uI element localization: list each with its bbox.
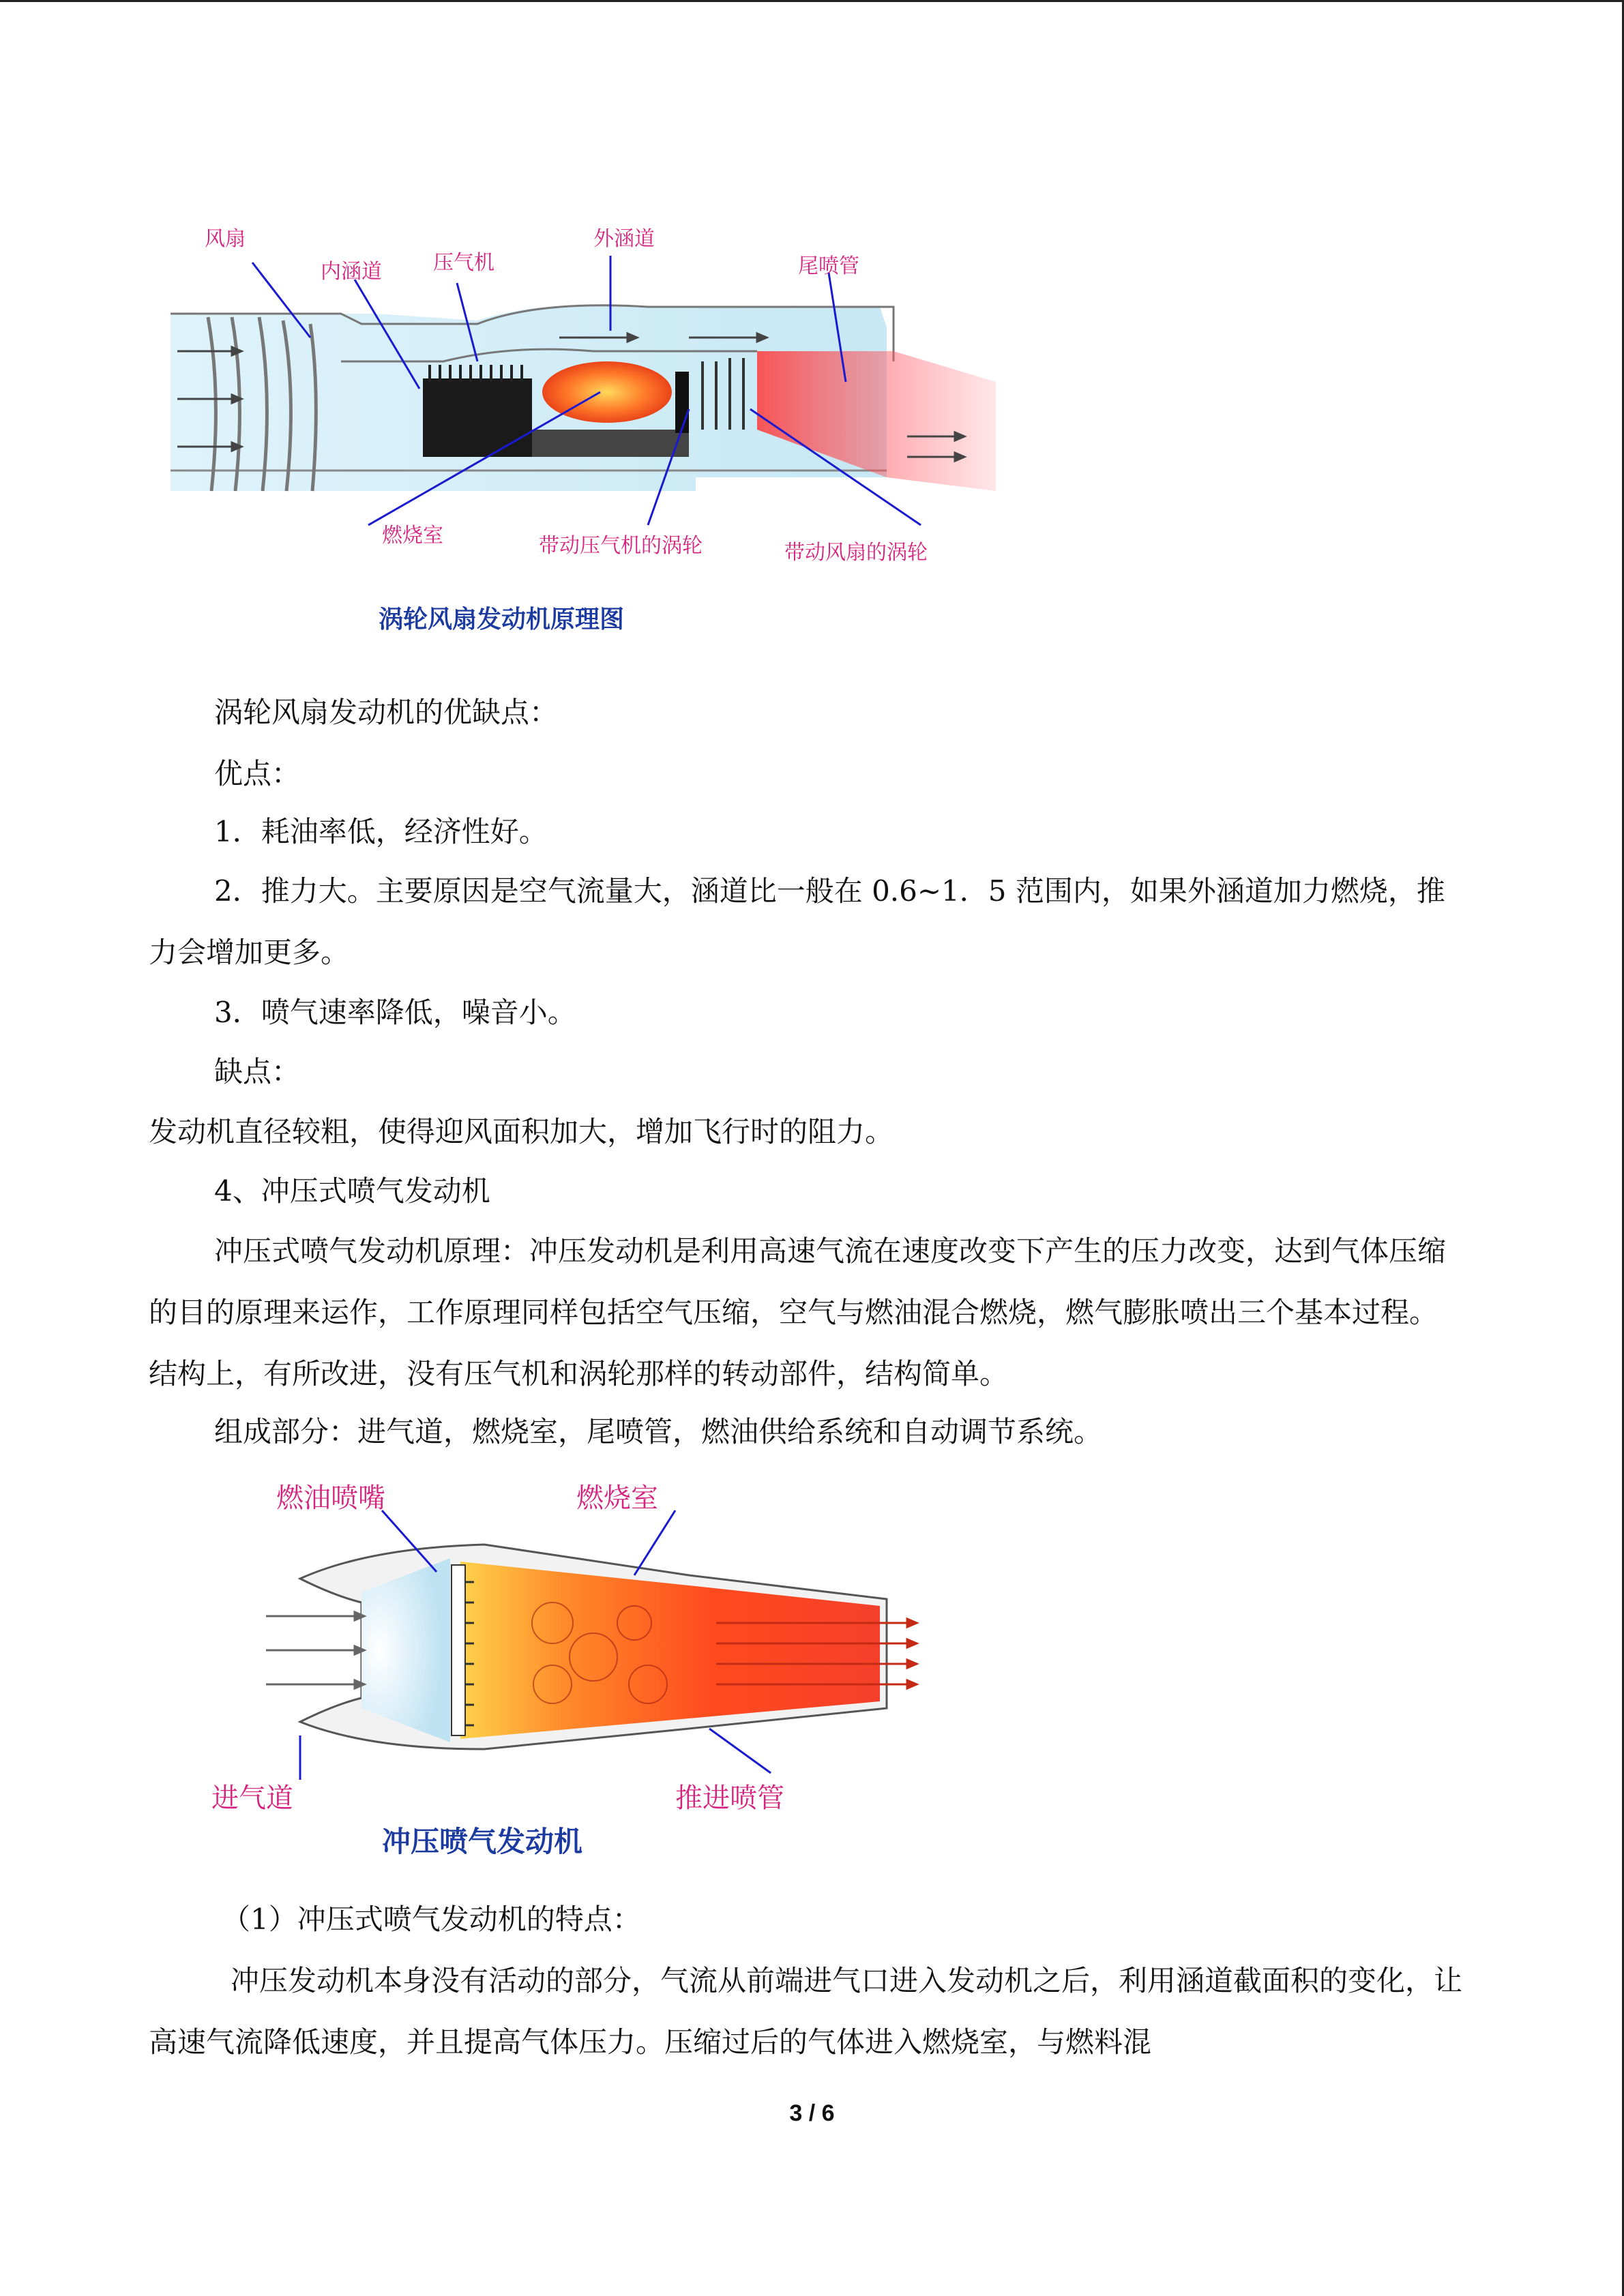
- figure1-caption: 涡轮风扇发动机原理图: [379, 606, 625, 633]
- label-combustor: 燃烧室: [382, 524, 443, 548]
- compressor-block: [423, 378, 532, 457]
- label-inner-duct: 内涵道: [321, 260, 382, 284]
- con-item-1: 发动机直径较粗，使得迎风面积加大，增加飞行时的阻力。: [149, 1115, 894, 1148]
- label-compressor: 压气机: [433, 251, 494, 275]
- pro-item-3: 3．喷气速率降低，噪音小。: [214, 996, 576, 1029]
- label-compressor-turbine: 带动压气机的涡轮: [539, 534, 703, 558]
- ramjet-principle: 冲压式喷气发动机原理：冲压发动机是利用高速气流在速度改变下产生的压力改变，达到气体压缩的目的原理来运作，工作原理同样包括空气压缩，空气与燃油混合燃烧，燃气膨胀喷出三个基本过程。结构上，有所改进，没有压气机和涡轮那样的转动部件，结构简单。: [149, 1234, 1447, 1390]
- cons-label: 缺点：: [214, 1055, 301, 1088]
- label-propelling-nozzle: 推进喷管: [675, 1783, 784, 1814]
- pros-cons-heading: 涡轮风扇发动机的优缺点：: [214, 696, 559, 729]
- label-inlet: 进气道: [211, 1783, 293, 1814]
- label-nozzle: 尾喷管: [798, 254, 859, 278]
- pro-item-1: 1．耗油率低，经济性好。: [214, 815, 548, 848]
- ramjet-diagram: [198, 1473, 948, 1868]
- ramjet-features-body: 冲压发动机本身没有活动的部分，气流从前端进气口进入发动机之后，利用涵道截面积的变化，让高速气流降低速度，并且提高气体压力。压缩过后的气体进入燃烧室，与燃料混: [149, 1964, 1463, 2059]
- label-fan: 风扇: [205, 227, 246, 251]
- ramjet-features-heading: （1）冲压式喷气发动机的特点：: [222, 1903, 641, 1936]
- section-4-heading: 4、冲压式喷气发动机: [214, 1174, 490, 1208]
- page-number: 3 / 6: [789, 2100, 835, 2126]
- page-border-top: [0, 0, 1624, 2]
- turbofan-diagram: [157, 205, 996, 655]
- label-fan-turbine: 带动风扇的涡轮: [784, 541, 928, 565]
- figure2-caption: 冲压喷气发动机: [382, 1825, 583, 1858]
- label-combustor-2: 燃烧室: [576, 1482, 658, 1514]
- label-fuel-nozzle: 燃油喷嘴: [276, 1482, 385, 1514]
- pro-item-2: 2．推力大。主要原因是空气流量大，涵道比一般在 0.6~1．5 范围内，如果外涵道加力燃烧，推力会增加更多。: [149, 874, 1445, 969]
- pros-label: 优点：: [214, 757, 301, 790]
- label-outer-duct: 外涵道: [593, 227, 655, 251]
- ramjet-components: 组成部分：进气道，燃烧室，尾喷管，燃油供给系统和自动调节系统。: [214, 1415, 1103, 1448]
